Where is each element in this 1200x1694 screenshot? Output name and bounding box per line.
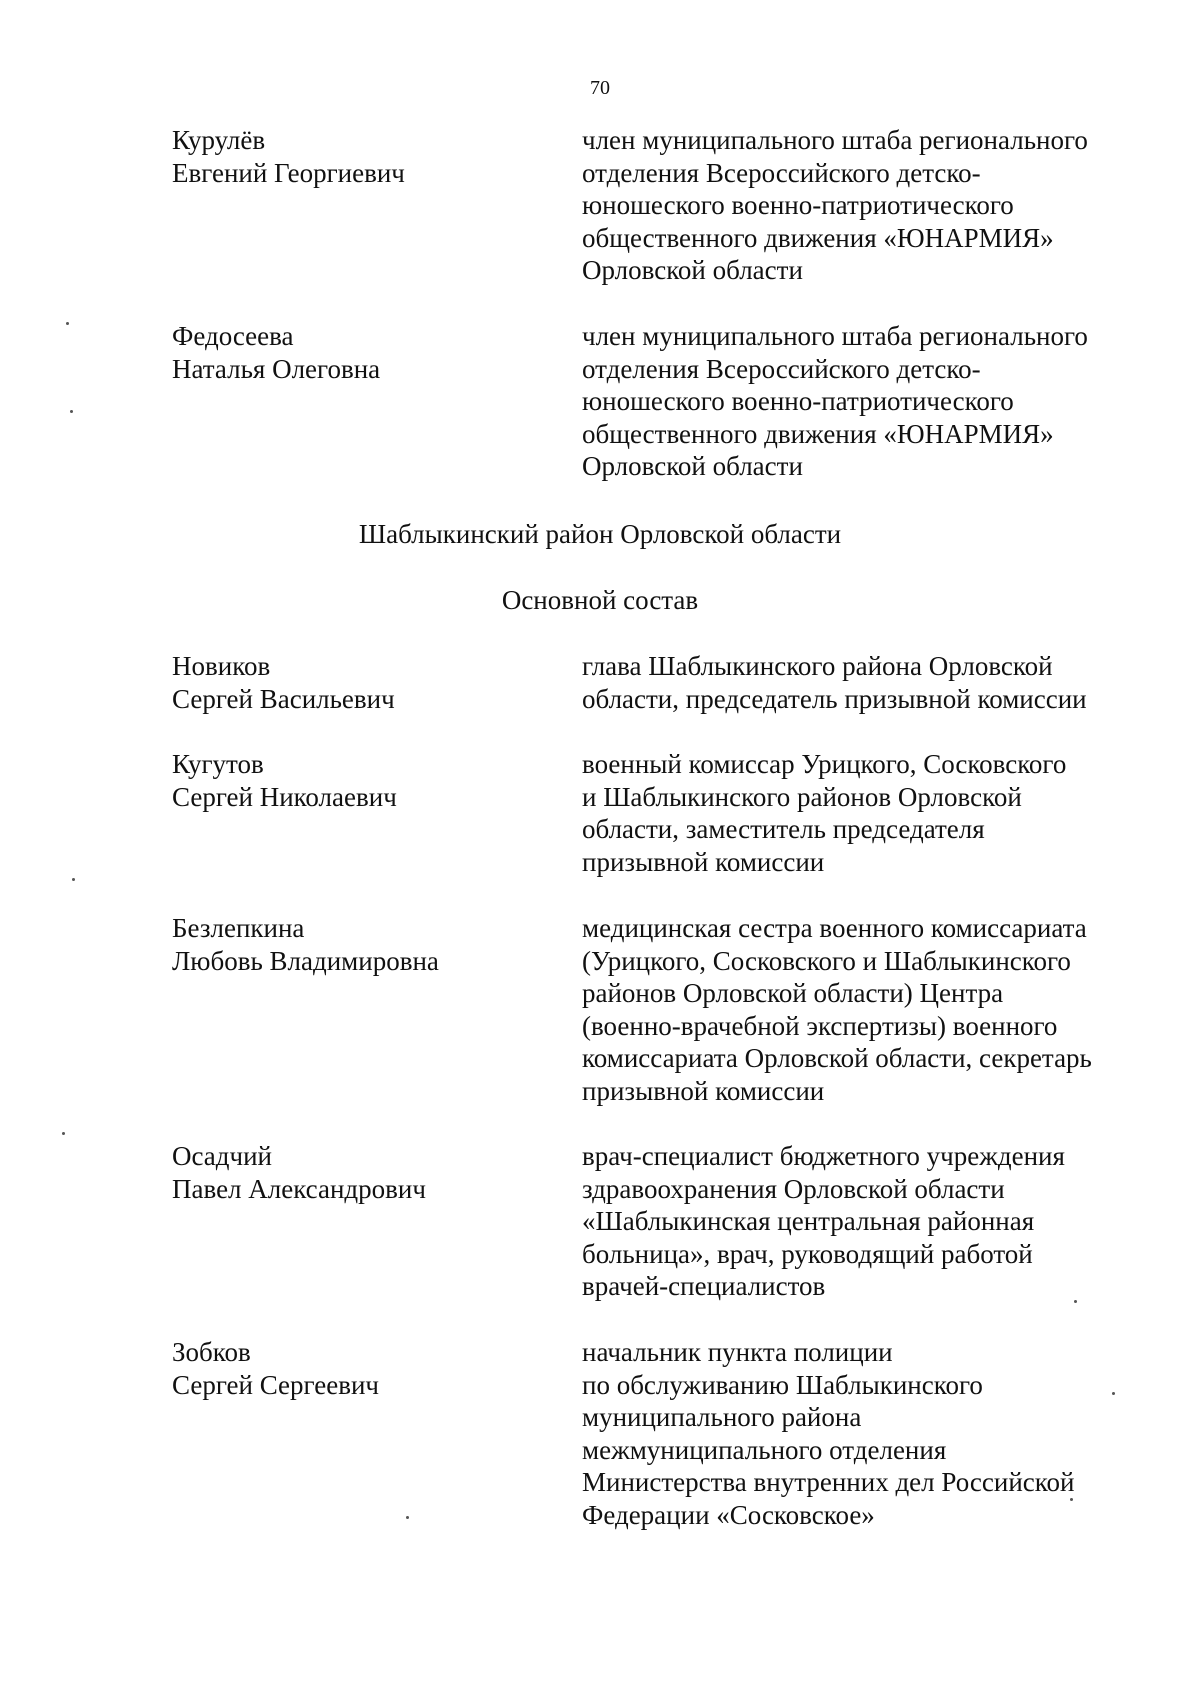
member-name (172, 650, 572, 715)
position-line: области, заместитель председателя (582, 814, 985, 844)
member-position (582, 650, 1142, 715)
member-name (172, 124, 572, 189)
position-line: глава Шаблыкинского района Орловской (582, 651, 1053, 681)
member-given-names: Сергей Николаевич (172, 781, 397, 812)
member-surname: Новиков (172, 651, 271, 681)
member-given-names: Сергей Сергеевич (172, 1369, 380, 1400)
member-name (172, 1140, 572, 1205)
position-line: Орловской области (582, 451, 803, 481)
member-position (582, 320, 1142, 483)
scan-speck (72, 878, 75, 881)
member-position (582, 1336, 1142, 1531)
section-heading: Основной состав (501, 585, 699, 615)
member-surname: Безлепкина (172, 913, 305, 943)
position-line: общественного движения «ЮНАРМИЯ» (582, 222, 1054, 253)
position-line: Орловской области (582, 255, 803, 285)
member-given-names: Сергей Васильевич (172, 683, 395, 714)
member-surname: Курулёв (172, 125, 266, 155)
position-line: по обслуживанию Шаблыкинского (582, 1369, 983, 1400)
position-line: начальник пункта полиции (582, 1337, 893, 1367)
member-position (582, 912, 1142, 1107)
member-given-names: Любовь Владимировна (172, 945, 439, 976)
position-line: юношеского военно-патриотического (582, 190, 1014, 220)
position-line: общественного движения «ЮНАРМИЯ» (582, 418, 1054, 449)
scan-speck (70, 410, 73, 413)
member-surname: Осадчий (172, 1141, 273, 1171)
scan-speck (406, 1516, 409, 1519)
scan-speck (66, 322, 69, 325)
scan-speck (1070, 1498, 1073, 1501)
position-line: военный комиссар Урицкого, Сосковского (582, 749, 1067, 779)
member-given-names: Евгений Георгиевич (172, 157, 405, 188)
position-line: и Шаблыкинского районов Орловской (582, 781, 1022, 812)
member-given-names: Павел Александрович (172, 1173, 426, 1204)
position-line: «Шаблыкинская центральная районная (582, 1206, 1035, 1236)
position-line: врачей-специалистов (582, 1271, 826, 1301)
member-name (172, 912, 572, 977)
position-line: (военно-врачебной экспертизы) военного (582, 1010, 1058, 1041)
position-line: член муниципального штаба регионального (582, 321, 1088, 351)
position-line: больница», врач, руководящий работой (582, 1238, 1033, 1269)
position-line: муниципального района (582, 1402, 862, 1432)
scan-speck (1074, 1300, 1077, 1303)
position-line: член муниципального штаба регионального (582, 125, 1088, 155)
position-line: районов Орловской области) Центра (582, 978, 1004, 1008)
member-position (582, 748, 1142, 878)
member-name (172, 748, 572, 813)
position-line: отделения Всероссийского детско- (582, 353, 981, 384)
position-line: здравоохранения Орловской области (582, 1173, 1005, 1204)
district-heading: Шаблыкинский район Орловской области (358, 519, 842, 549)
position-line: межмуниципального отделения (582, 1434, 947, 1465)
position-line: (Урицкого, Сосковского и Шаблыкинского (582, 945, 1071, 976)
member-given-names: Наталья Олеговна (172, 353, 381, 384)
member-position (582, 124, 1142, 287)
page-number: 70 (590, 77, 610, 99)
position-line: области, председатель призывной комиссии (582, 683, 1087, 714)
member-name (172, 1336, 572, 1401)
position-line: медицинская сестра военного комиссариата (582, 913, 1087, 943)
member-surname: Федосеева (172, 321, 294, 351)
scan-speck (62, 1132, 65, 1135)
scan-speck (1112, 1392, 1115, 1395)
position-line: призывной комиссии (582, 1075, 825, 1106)
position-line: комиссариата Орловской области, секретарь (582, 1043, 1092, 1073)
member-surname: Зобков (172, 1337, 251, 1367)
member-surname: Кугутов (172, 749, 264, 779)
position-line: призывной комиссии (582, 846, 825, 877)
position-line: врач-специалист бюджетного учреждения (582, 1141, 1065, 1171)
position-line: отделения Всероссийского детско- (582, 157, 981, 188)
position-line: юношеского военно-патриотического (582, 386, 1014, 416)
member-position (582, 1140, 1142, 1303)
member-name (172, 320, 572, 385)
position-line: Федерации «Сосковское» (582, 1499, 875, 1530)
position-line: Министерства внутренних дел Российской (582, 1467, 1075, 1497)
